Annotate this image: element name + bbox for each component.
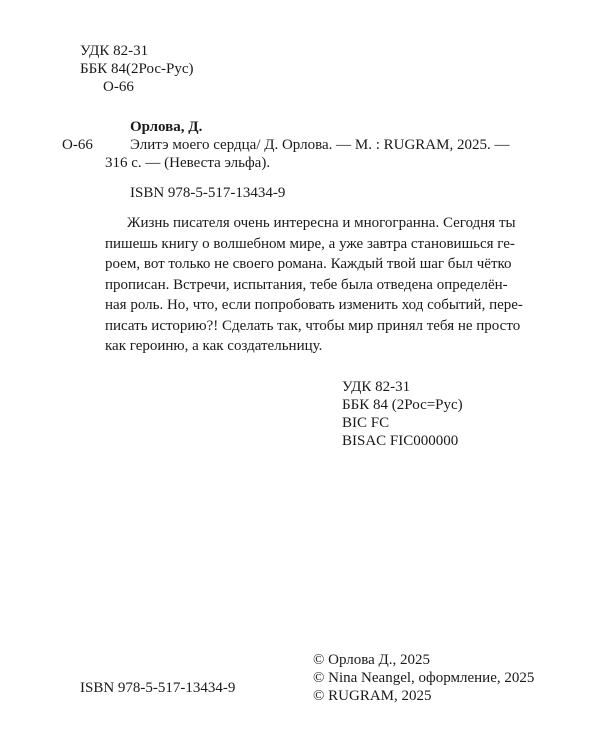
copyright-publisher: © RUGRAM, 2025 bbox=[313, 688, 432, 704]
copyright-author: © Орлова Д., 2025 bbox=[313, 652, 431, 668]
annotation-line: роем, вот только не своего романа. Каждый твой шаг был чётко bbox=[105, 256, 512, 272]
annotation-line: как героиню, а как создательницу. bbox=[105, 338, 323, 354]
bisac-code: BISAC FIC000000 bbox=[342, 433, 459, 449]
bic-code: BIC FC bbox=[342, 415, 390, 431]
udk-code: УДК 82-31 bbox=[342, 379, 411, 395]
author-mark-top: О-66 bbox=[103, 79, 134, 95]
copyright-design: © Nina Neangel, оформление, 2025 bbox=[313, 670, 535, 686]
title-line: Элитэ моего сердца/ Д. Орлова. — М. : RUGRAM, 2025. — bbox=[130, 137, 510, 153]
author-mark: О-66 bbox=[62, 137, 93, 153]
annotation-line: Жизнь писателя очень интересна и многогранна. Сегодня ты bbox=[127, 215, 516, 231]
annotation-line: ная роль. Но, что, если попробовать изменить ход событий, пере- bbox=[105, 297, 523, 313]
bbk-code: ББК 84 (2Рос=Рус) bbox=[342, 397, 463, 413]
bbk-code-top: ББК 84(2Рос-Рус) bbox=[80, 61, 194, 77]
pages-series: 316 с. — (Невеста эльфа). bbox=[105, 155, 271, 171]
annotation bbox=[105, 213, 523, 357]
udk-code-top: УДК 82-31 bbox=[80, 43, 149, 59]
author-name: Орлова, Д. bbox=[130, 119, 203, 135]
annotation-line: писать историю?! Сделать так, чтобы мир принял тебя не просто bbox=[105, 317, 521, 334]
isbn-bottom: ISBN 978-5-517-13434-9 bbox=[80, 680, 236, 696]
annotation-line: прописан. Встречи, испытания, тебе была отведена определён- bbox=[105, 276, 508, 293]
annotation-line: пишешь книгу о волшебном мире, а уже завтра становишься ге- bbox=[105, 235, 515, 252]
isbn-entry: ISBN 978-5-517-13434-9 bbox=[130, 185, 286, 201]
